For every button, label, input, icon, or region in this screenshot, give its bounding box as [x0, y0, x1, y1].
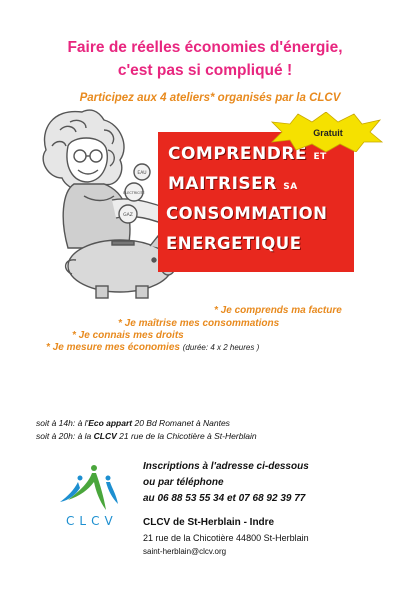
clcv-figures-icon — [54, 462, 124, 514]
title-line-2: c'est pas si compliqué ! — [117, 62, 293, 79]
inscriptions-block — [143, 459, 383, 507]
workshop-subtitle: Participez aux 4 ateliers* organisés par la CLCV — [79, 92, 341, 104]
inscriptions-line-1: Inscriptions à l'adresse ci-dessous — [143, 461, 309, 472]
coin-label-eau: EAU — [137, 171, 147, 176]
headline-word-sa: SA — [283, 182, 298, 192]
org-email[interactable]: saint-herblain@clcv.org — [143, 547, 227, 556]
bullet-droits: * Je connais mes droits — [72, 330, 184, 341]
inscriptions-line-2: ou par téléphone — [143, 477, 224, 488]
bullet-economies — [46, 342, 259, 353]
session-14h-place: Eco appart — [88, 418, 133, 428]
session-20h-prefix: soit à 20h: à la — [36, 431, 94, 441]
headline-line-3: CONSOMMATION — [166, 204, 328, 223]
clcv-logo-text: CLCV — [66, 514, 118, 528]
org-name: CLCV de St-Herblain - Indre — [143, 517, 275, 528]
coin-label-gaz: GAZ — [123, 213, 133, 218]
headline-line-4: ENERGETIQUE — [166, 234, 302, 253]
headline-word-comprendre: COMPRENDRE — [168, 144, 308, 164]
org-address: 21 rue de la Chicotière 44800 St-Herblain — [143, 533, 309, 543]
session-20h-place: CLCV — [93, 431, 117, 441]
session-14h-prefix: soit à 14h: à l' — [36, 418, 89, 428]
inscriptions-phone: au 06 88 53 55 34 et 07 68 92 39 77 — [143, 493, 306, 504]
bullet-economies-label: * Je mesure mes économies — [46, 342, 180, 353]
title-line-1: Faire de réelles économies d'énergie, — [67, 39, 343, 56]
gratuit-label: Gratuit — [313, 128, 343, 138]
session-14h — [36, 418, 230, 428]
headline-word-maitriser: MAITRISER — [168, 174, 277, 194]
bullet-facture: * Je comprends ma facture — [214, 305, 342, 316]
session-14h-suffix: 20 Bd Romanet à Nantes — [132, 418, 230, 428]
coin-label-electricite: ÉLECTRICITÉ — [123, 191, 145, 195]
session-20h-suffix: 21 rue de la Chicotière à St-Herblain — [116, 431, 257, 441]
headline-word-et: ET — [313, 152, 327, 162]
flyer-title — [40, 36, 370, 82]
session-20h — [36, 431, 257, 441]
gratuit-badge — [268, 112, 384, 152]
headline-line-2 — [168, 174, 298, 194]
starburst-icon — [268, 112, 384, 152]
duration-note: (durée: 4 x 2 heures ) — [182, 343, 260, 352]
bullet-consommations: * Je maîtrise mes consommations — [118, 318, 280, 329]
headline-box — [158, 132, 354, 272]
